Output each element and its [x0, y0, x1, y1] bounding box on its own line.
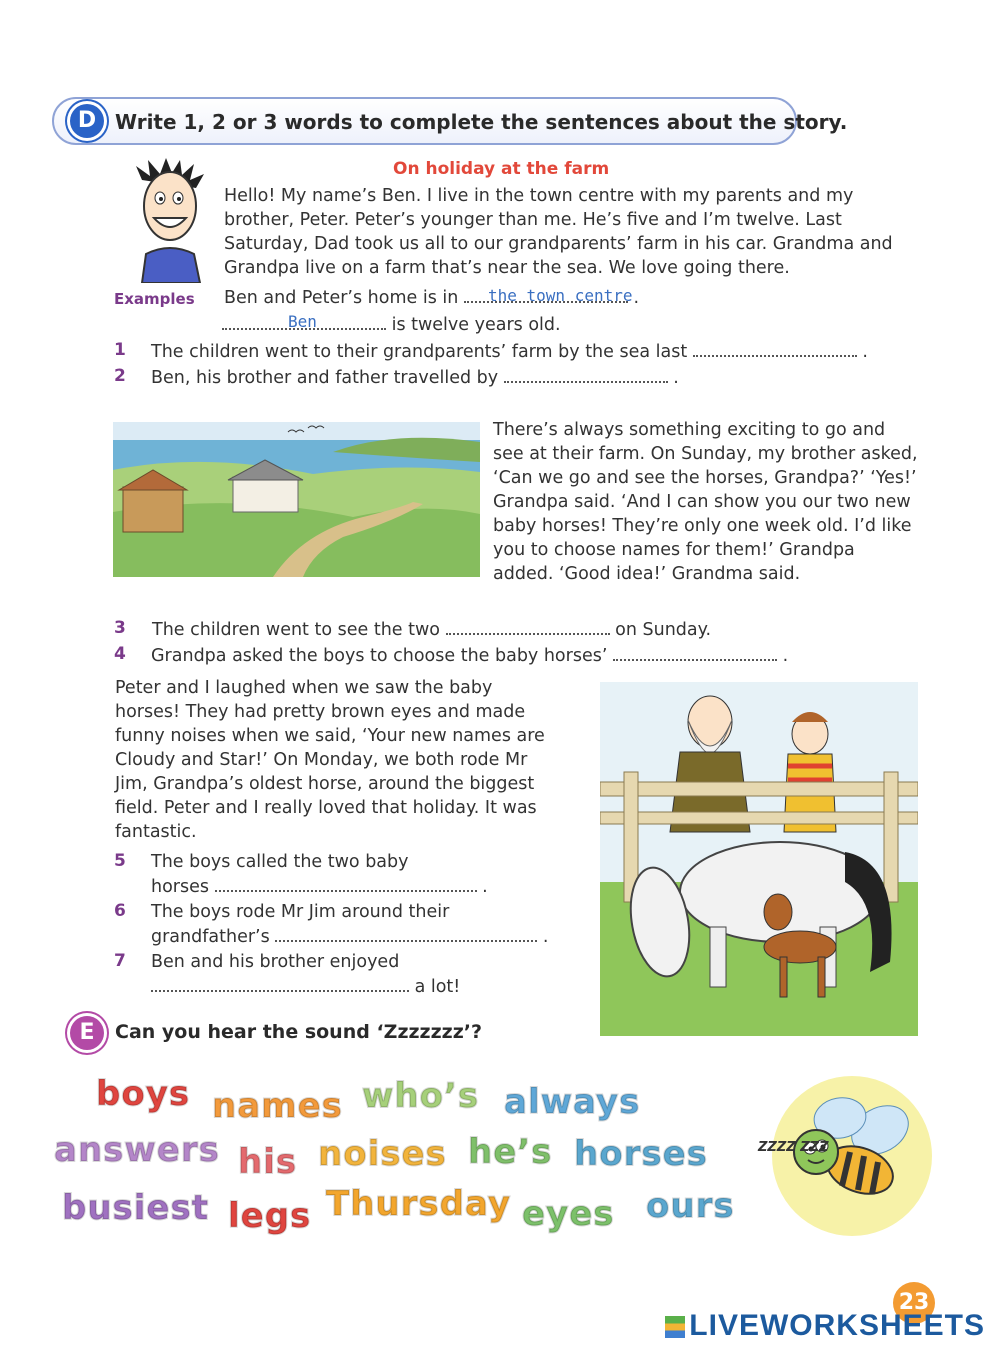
word-names: names: [212, 1086, 343, 1126]
bee-sound-text: ZZZZ ZZZ: [758, 1140, 829, 1155]
story-paragraph-1: Hello! My name’s Ben. I live in the town centre with my parents and my brother, Peter. Peter’s younger than me. He’s five and I’m twelve. Last Saturday, Dad took us all to our grandparents’ farm in his car. Grandma and Grandpa live on a farm that’s near the sea. We love going there.: [224, 186, 893, 278]
question-5-number: 5: [114, 851, 126, 871]
question-3-number: 3: [114, 618, 126, 638]
grandpa-horses-illustration: [600, 682, 918, 1036]
question-4: Grandpa asked the boys to choose the baby horses’ .: [151, 643, 788, 668]
word-eyes: eyes: [522, 1194, 615, 1234]
answer-7-field[interactable]: [151, 974, 409, 992]
word-answers: answers: [54, 1130, 220, 1170]
word-ours: ours: [646, 1186, 735, 1226]
page-number: 23: [893, 1282, 935, 1324]
story-paragraph-2: There’s always something exciting to go and see at their farm. On Sunday, my brother asked, ‘Can we go and see the horses, Grandpa?’ ‘Yes!’ Grandpa said. ‘And I can show you our two new baby horses! They’re only one week old. I’d like you to choose names for them!’ Grandpa added. ‘Good idea!’ Grandma said.: [493, 420, 918, 584]
question-5-line1: The boys called the two baby: [151, 852, 409, 872]
answer-6-field[interactable]: [275, 924, 537, 942]
example-1-answer: the town centre: [488, 286, 633, 305]
section-e-instruction: Can you hear the sound ‘Zzzzzzz’?: [115, 1021, 483, 1043]
question-2-number: 2: [114, 366, 126, 386]
question-7-number: 7: [114, 951, 126, 971]
question-1-number: 1: [114, 340, 126, 360]
question-6: grandfather’s .: [151, 924, 548, 949]
examples-label: Examples: [114, 290, 195, 308]
question-5: horses .: [151, 874, 488, 899]
example-2: is twelve years old.: [222, 312, 561, 337]
word-whos: who’s: [362, 1076, 480, 1116]
question-7-line1: Ben and his brother enjoyed: [151, 952, 400, 972]
question-1: The children went to their grandparents’ farm by the sea last .: [151, 339, 868, 364]
question-3: The children went to see the two on Sunday.: [152, 617, 711, 642]
word-thursday: Thursday: [326, 1184, 512, 1224]
answer-2-field[interactable]: [504, 365, 668, 383]
farm-landscape-illustration: [113, 422, 480, 577]
word-noises: noises: [318, 1134, 447, 1174]
story-title: On holiday at the farm: [393, 159, 610, 179]
word-always: always: [504, 1082, 641, 1122]
word-boys: boys: [96, 1074, 191, 1114]
word-busiest: busiest: [62, 1188, 209, 1228]
word-his: his: [238, 1142, 298, 1182]
section-d-badge: D: [70, 104, 104, 138]
brand-icon: [665, 1316, 685, 1338]
question-6-number: 6: [114, 901, 126, 921]
answer-3-field[interactable]: [446, 617, 610, 635]
question-7: a lot!: [151, 974, 460, 999]
question-4-number: 4: [114, 644, 126, 664]
example-1: Ben and Peter’s home is in .: [224, 285, 639, 310]
word-legs: legs: [228, 1196, 312, 1236]
liveworksheets-brand: LIVEWORKSHEETS: [665, 1309, 985, 1343]
buzzing-bee-illustration: [760, 1070, 940, 1240]
question-2: Ben, his brother and father travelled by .: [151, 365, 679, 390]
section-e-badge: E: [70, 1016, 104, 1050]
ben-portrait-illustration: [132, 158, 212, 283]
answer-4-field[interactable]: [613, 643, 777, 661]
word-horses: horses: [574, 1134, 708, 1174]
answer-1-field[interactable]: [693, 339, 857, 357]
section-d-instruction: Write 1, 2 or 3 words to complete the sentences about the story.: [115, 110, 848, 134]
example-2-answer: Ben: [288, 312, 317, 331]
answer-5-field[interactable]: [215, 874, 477, 892]
question-6-line1: The boys rode Mr Jim around their: [151, 902, 450, 922]
word-hes: he’s: [468, 1132, 553, 1172]
story-paragraph-3: Peter and I laughed when we saw the baby horses! They had pretty brown eyes and made funny noises when we said, ‘Your new names are Cloudy and Star!’ On Monday, we both rode Mr Jim, Grandpa’s oldest horse, around the biggest field. Peter and I really loved that holiday. It was fantastic.: [115, 678, 545, 842]
